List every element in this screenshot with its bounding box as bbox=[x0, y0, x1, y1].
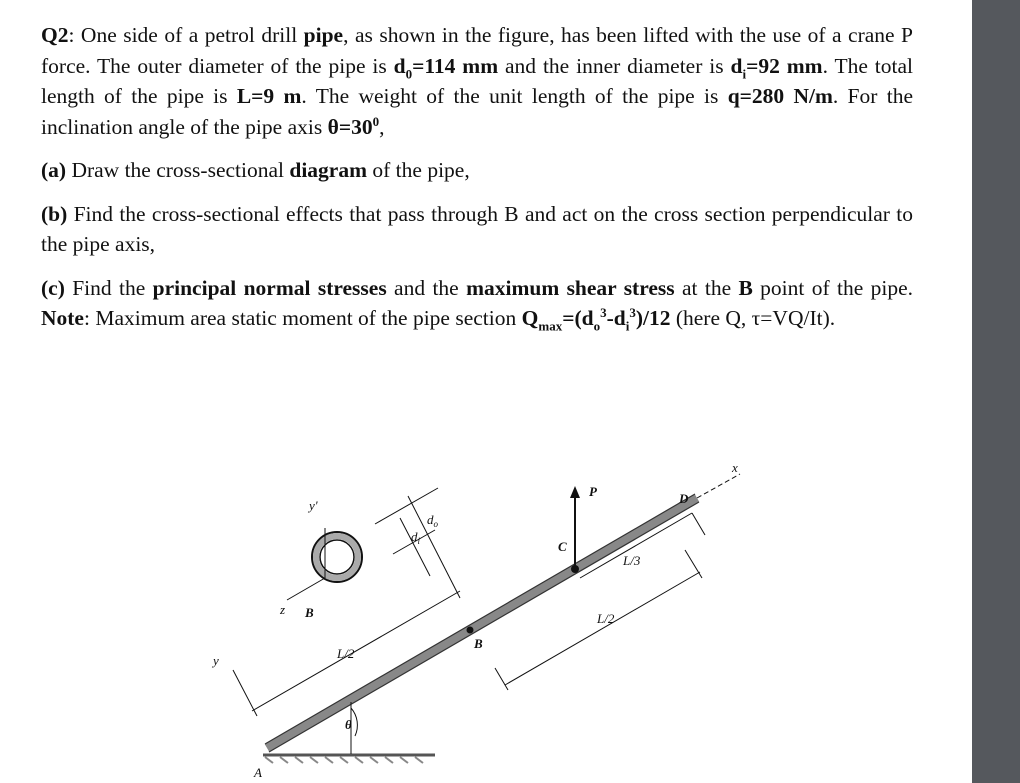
text-run: and the bbox=[386, 275, 467, 300]
pipe-top-edge bbox=[265, 494, 695, 744]
text-run: diagram bbox=[289, 158, 368, 182]
text-run: Q2 bbox=[41, 23, 69, 47]
dim-do-ext bbox=[408, 496, 460, 598]
pipe-figure bbox=[205, 458, 765, 783]
text-run: : Maximum area static moment of the pipe section bbox=[83, 306, 522, 330]
text-run: of the pipe, bbox=[367, 158, 470, 182]
label-l3: L/3 bbox=[623, 553, 641, 568]
label-l2-right: L/2 bbox=[597, 611, 615, 626]
label-do: $d_o$ bbox=[427, 512, 438, 529]
text-run: i bbox=[742, 65, 747, 81]
text-run: q=280 N/m bbox=[727, 84, 833, 108]
text-run: (c) bbox=[41, 275, 65, 300]
part-c bbox=[41, 273, 913, 334]
force-p-arrowhead bbox=[570, 486, 580, 498]
part-a bbox=[41, 155, 913, 186]
text-run: d bbox=[730, 53, 743, 78]
text-run: o bbox=[593, 318, 601, 334]
label-di: $d_i$ bbox=[411, 529, 421, 546]
text-run: θ=30 bbox=[327, 114, 373, 139]
text-run: : One side of a petrol drill bbox=[68, 23, 304, 47]
text-run: -d bbox=[606, 306, 626, 330]
text-run: 3 bbox=[629, 304, 636, 320]
question-intro bbox=[41, 20, 913, 142]
label-l2-left: L/2 bbox=[337, 646, 355, 661]
label-theta: θ bbox=[345, 717, 352, 732]
text-run: (here Q, τ=VQ/It). bbox=[670, 306, 836, 330]
label-z: z bbox=[280, 602, 286, 617]
pipe-bottom-edge bbox=[269, 502, 699, 752]
text-run: L=9 m bbox=[236, 84, 302, 108]
text-run: 0 bbox=[372, 113, 380, 129]
text-run: point of the pipe. bbox=[752, 275, 913, 300]
text-run: =114 mm bbox=[412, 53, 499, 78]
section-z-axis bbox=[287, 578, 325, 600]
x-axis-dashed bbox=[697, 474, 740, 498]
text-run: . The total length of the pipe is bbox=[41, 53, 913, 108]
point-c-marker bbox=[571, 565, 579, 573]
text-run: =92 mm bbox=[746, 53, 823, 78]
text-run: . The weight of the unit length of the pipe is bbox=[301, 84, 728, 108]
text-run: principal normal stresses bbox=[152, 275, 387, 300]
text-run: Find the cross-sectional effects that pass through B and act on the cross section perpendicular to the pipe axis, bbox=[41, 201, 913, 256]
text-run: . For the inclination angle of the pipe axis bbox=[41, 84, 914, 139]
text-run: B bbox=[738, 275, 753, 300]
text-run: (b) bbox=[41, 201, 68, 226]
question-text bbox=[41, 20, 913, 334]
text-run: pipe bbox=[303, 23, 344, 47]
label-p: P bbox=[589, 484, 597, 499]
text-run: i bbox=[625, 318, 630, 334]
ground-hatch bbox=[265, 757, 423, 763]
text-run: Draw the cross-sectional bbox=[66, 158, 290, 182]
vertical-scrollbar[interactable] bbox=[972, 0, 1020, 783]
label-x: x bbox=[732, 460, 738, 475]
text-run: , bbox=[379, 114, 385, 139]
dim-l3-line bbox=[580, 513, 692, 578]
point-b-marker bbox=[467, 627, 474, 634]
text-run: Note bbox=[41, 306, 84, 330]
theta-arc bbox=[351, 708, 357, 736]
text-run: maximum shear stress bbox=[466, 275, 675, 300]
label-c: C bbox=[558, 539, 567, 554]
label-y-prime: y' bbox=[309, 498, 318, 513]
text-run: d bbox=[393, 53, 406, 78]
label-a: A bbox=[254, 765, 262, 780]
text-run: Q bbox=[521, 306, 539, 330]
text-run: Find the bbox=[64, 275, 153, 300]
text-run: at the bbox=[674, 275, 739, 300]
text-run: , as shown in the figure, has been lifted with the use of a crane P force. The outer diameter of the pipe is bbox=[41, 23, 914, 78]
text-run: and the inner diameter is bbox=[498, 53, 731, 78]
text-run: =(d bbox=[562, 306, 594, 330]
text-run: (a) bbox=[41, 158, 67, 182]
label-b-section: B bbox=[305, 605, 314, 620]
text-run: max bbox=[538, 318, 563, 334]
text-run: )/12 bbox=[635, 306, 671, 330]
text-run: 3 bbox=[600, 304, 607, 320]
section-gray-ring bbox=[316, 536, 358, 578]
text-run: 0 bbox=[405, 65, 413, 81]
label-y: y bbox=[213, 653, 219, 668]
label-d: D bbox=[679, 491, 689, 506]
part-b bbox=[41, 199, 913, 260]
label-b-pipe: B bbox=[474, 636, 483, 651]
